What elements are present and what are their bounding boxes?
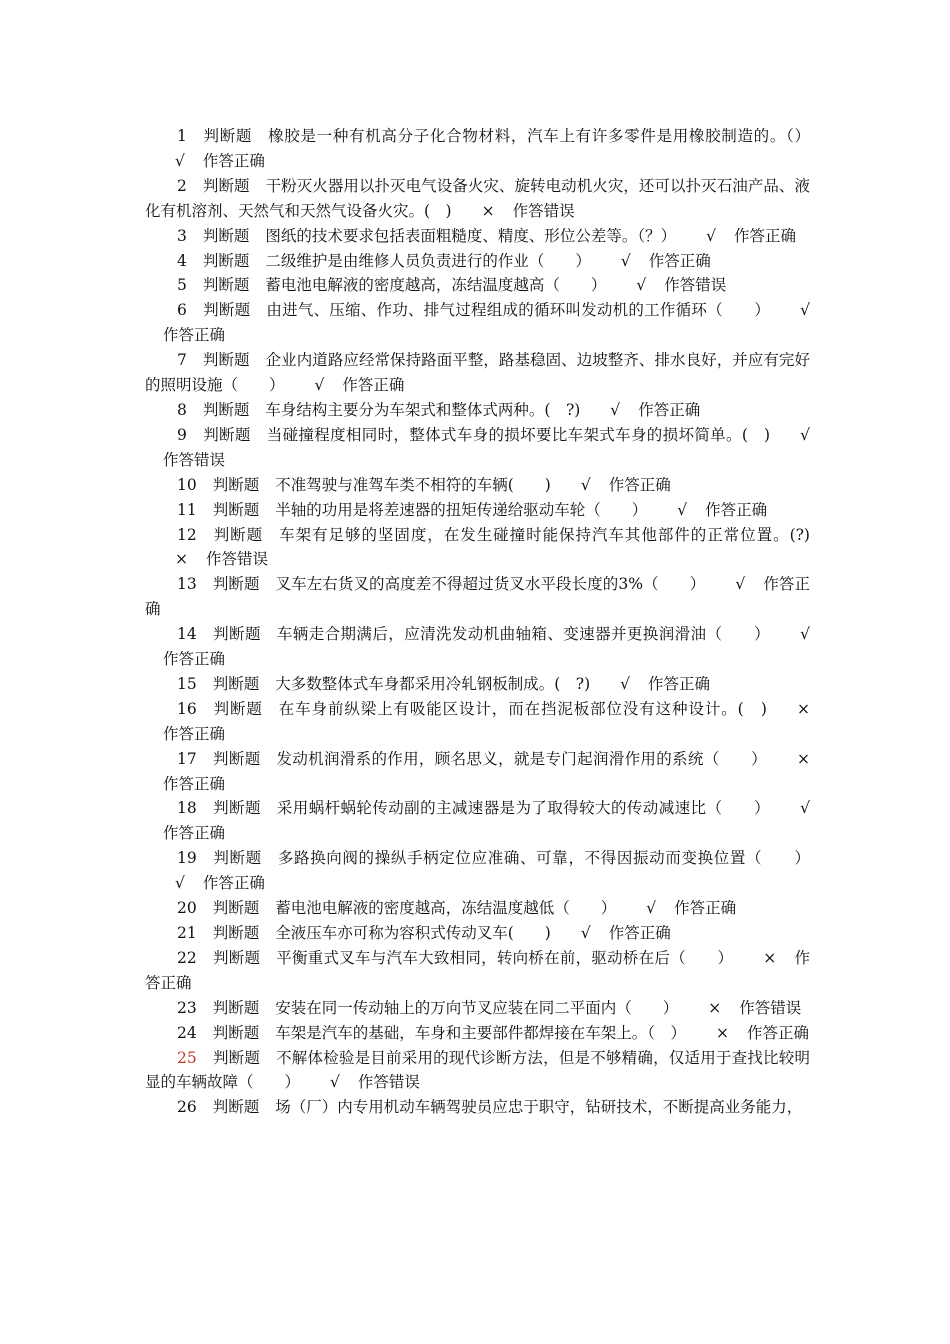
question-text: 蓄电池电解液的密度越高，冻结温度越高（ ） [265,276,607,295]
question-type: 判断题 [212,525,264,544]
question-number: 5 [177,276,187,295]
question-type: 判断题 [212,674,260,693]
answer-result: 作答正确 [163,326,226,345]
answer-result: 作答正确 [145,575,810,619]
answer-result: 作答正确 [734,226,797,245]
question-text: 平衡重式叉车与汽车大致相同，转向桥在前，驱动桥在后（ ） [276,948,734,967]
check-mark-icon: √ [620,251,631,270]
question-item [145,697,810,747]
question-item [145,1046,810,1096]
cross-mark-icon: × [763,948,777,967]
question-number: 9 [177,425,187,444]
question-text: 当碰撞程度相同时，整体式车身的损坏要比车架式车身的损坏简单。( ) [266,425,771,444]
question-number: 10 [177,475,197,494]
answer-result: 作答正确 [163,774,226,793]
question-number: 19 [177,849,197,868]
question-text: 大多数整体式车身都采用冷轧钢板制成。( ?) [275,674,591,693]
question-item [145,174,810,224]
question-text: 全液压车亦可称为容积式传动叉车( ) [275,924,551,942]
question-number: 26 [177,1098,197,1117]
question-text: 图纸的技术要求包括表面粗糙度、精度、形位公差等。（？） [265,226,677,245]
question-number: 20 [177,899,197,918]
question-type: 判断题 [212,924,260,942]
question-item [145,298,810,348]
question-number: 24 [177,1023,197,1042]
answer-result: 作答错误 [512,201,575,220]
question-item [145,398,810,423]
answer-result: 作答正确 [163,824,226,843]
check-mark-icon: √ [706,226,717,245]
question-type: 判断题 [202,425,251,444]
question-type: 判断题 [212,998,260,1017]
question-number: 17 [177,749,197,768]
question-item [145,224,810,249]
answer-result: 作答错误 [739,998,802,1017]
question-number: 15 [177,674,197,693]
question-number: 14 [177,625,197,644]
check-mark-icon: √ [800,301,810,320]
question-text: 车架是汽车的基础，车身和主要部件都焊接在车架上。（ ） [275,1023,687,1042]
answer-result: 作答错误 [206,550,269,569]
question-item [145,996,810,1021]
check-mark-icon: √ [646,899,657,918]
question-text: 企业内道路应经常保持路面平整，路基稳固、边坡整齐、排水良好，并应有完好的照明设施（ ） [145,351,810,395]
question-number: 1 [177,127,187,145]
answer-result: 作答正确 [163,724,226,743]
check-mark-icon: √ [636,276,647,295]
check-mark-icon: √ [330,1073,340,1092]
answer-result: 作答正确 [202,151,265,170]
question-text: 在车身前纵梁上有吸能区设计，而在挡泥板部位没有这种设计。( ) [278,699,767,718]
check-mark-icon: √ [314,376,325,395]
question-item [145,523,810,573]
question-text: 不准驾驶与准驾车类不相符的车辆( ) [275,475,551,494]
answer-result: 作答正确 [747,1023,810,1042]
question-number: 16 [177,699,197,718]
question-number: 23 [177,998,197,1017]
answer-result: 作答错误 [664,276,727,295]
question-number: 21 [177,924,197,942]
question-number: 2 [177,176,187,195]
question-text: 半轴的功用是将差速器的扭矩传递给驱动车轮（ ） [275,500,648,519]
cross-mark-icon: × [481,201,495,220]
question-type: 判断题 [212,899,260,918]
question-item [145,1095,810,1120]
question-text: 蓄电池电解液的密度越高，冻结温度越低（ ） [275,899,617,918]
question-number: 18 [177,799,197,818]
question-number: 11 [177,500,197,519]
question-list [145,124,810,1120]
answer-result: 作答正确 [342,376,405,395]
question-type: 判断题 [202,351,250,370]
question-type: 判断题 [202,400,250,419]
cross-mark-icon: × [716,1023,730,1042]
question-item [145,1021,810,1046]
check-mark-icon: √ [175,151,185,170]
cross-mark-icon: × [796,699,810,718]
question-text: 由进气、压缩、作功、排气过程组成的循环叫发动机的工作循环（ ） [266,301,771,320]
answer-result: 作答正确 [608,924,671,942]
answer-result: 作答正确 [145,948,810,992]
question-item [145,921,810,946]
check-mark-icon: √ [580,924,591,942]
question-type: 判断题 [212,475,260,494]
check-mark-icon: √ [735,575,746,594]
question-text: 干粉灭火器用以扑灭电气设备火灾、旋转电动机火灾，还可以扑灭石油产品、液化有机溶剂、天然气和天然气设备火灾。( ) [145,176,810,220]
question-item [145,846,810,896]
answer-result: 作答正确 [648,674,711,693]
check-mark-icon: √ [800,625,810,644]
question-number: 22 [177,948,197,967]
cross-mark-icon: × [708,998,722,1017]
question-number: 7 [177,351,187,370]
question-text: 采用蜗杆蜗轮传动副的主减速器是为了取得较大的传动减速比（ ） [276,799,771,818]
question-type: 判断题 [212,1023,260,1042]
question-item [145,672,810,697]
question-number: 3 [177,226,187,245]
question-type: 判断题 [202,127,253,145]
question-number: 25 [177,1048,197,1067]
question-type: 判断题 [202,276,250,295]
question-number: 8 [177,400,187,419]
question-item [145,348,810,398]
question-text: 二级维护是由维修人员负责进行的作业（ ） [265,251,591,270]
question-text: 发动机润滑系的作用，顾名思义，就是专门起润滑作用的系统（ ） [276,749,767,768]
question-text: 场（厂）内专用机动车辆驾驶员应忠于职守，钻研技术，不断提高业务能力， [275,1098,803,1117]
question-text: 橡胶是一种有机高分子化合物材料，汽车上有许多零件是用橡胶制造的。（） [268,127,810,145]
question-type: 判断题 [202,176,250,195]
question-item [145,896,810,921]
check-mark-icon: √ [580,475,591,494]
check-mark-icon: √ [800,799,810,818]
question-type: 判断题 [212,500,260,519]
check-mark-icon: √ [800,425,810,444]
check-mark-icon: √ [175,874,185,893]
check-mark-icon: √ [610,400,621,419]
question-text: 车架有足够的坚固度，在发生碰撞时能保持汽车其他部件的正常位置。(?) [279,525,810,544]
answer-result: 作答正确 [638,400,701,419]
question-type: 判断题 [212,625,261,644]
answer-result: 作答正确 [202,874,265,893]
question-item [145,124,810,174]
question-item [145,622,810,672]
answer-result: 作答正确 [648,251,711,270]
answer-result: 作答正确 [705,500,768,519]
question-number: 12 [177,525,197,544]
answer-result: 作答正确 [163,650,226,669]
answer-result: 作答正确 [674,899,737,918]
question-item [145,747,810,797]
question-text: 多路换向阀的操纵手柄定位应准确、可靠，不得因振动而变换位置（ ） [277,849,810,868]
check-mark-icon: √ [677,500,688,519]
question-type: 判断题 [202,226,250,245]
question-text: 叉车左右货叉的高度差不得超过货叉水平段长度的3%（ ） [275,575,706,594]
question-type: 判断题 [202,251,250,270]
answer-result: 作答错误 [163,450,226,469]
question-type: 判断题 [212,1098,260,1117]
question-text: 车身结构主要分为车架式和整体式两种。( ?) [265,400,581,419]
question-type: 判断题 [212,749,261,768]
question-type: 判断题 [212,1048,261,1067]
question-item [145,473,810,498]
question-text: 安装在同一传动轴上的万向节叉应装在同二平面内（ ） [275,998,679,1017]
question-item [145,946,810,996]
cross-mark-icon: × [175,550,188,569]
question-type: 判断题 [212,699,263,718]
cross-mark-icon: × [796,749,810,768]
question-type: 判断题 [212,948,261,967]
question-type: 判断题 [202,301,251,320]
question-type: 判断题 [212,575,260,594]
question-text: 车辆走合期满后，应清洗发动机曲轴箱、变速器并更换润滑油（ ） [276,625,771,644]
question-item [145,498,810,523]
question-item [145,423,810,473]
question-number: 13 [177,575,197,594]
question-number: 4 [177,251,187,270]
question-type: 判断题 [212,799,261,818]
question-item [145,273,810,298]
question-item [145,796,810,846]
question-type: 判断题 [212,849,262,868]
question-item [145,249,810,274]
answer-result: 作答错误 [357,1073,420,1092]
answer-result: 作答正确 [608,475,671,494]
question-text: 不解体检验是目前采用的现代诊断方法，但是不够精确，仅适用于查找比较明显的车辆故障（ ） [145,1048,810,1092]
question-item [145,572,810,622]
question-number: 6 [177,301,187,320]
check-mark-icon: √ [620,674,631,693]
